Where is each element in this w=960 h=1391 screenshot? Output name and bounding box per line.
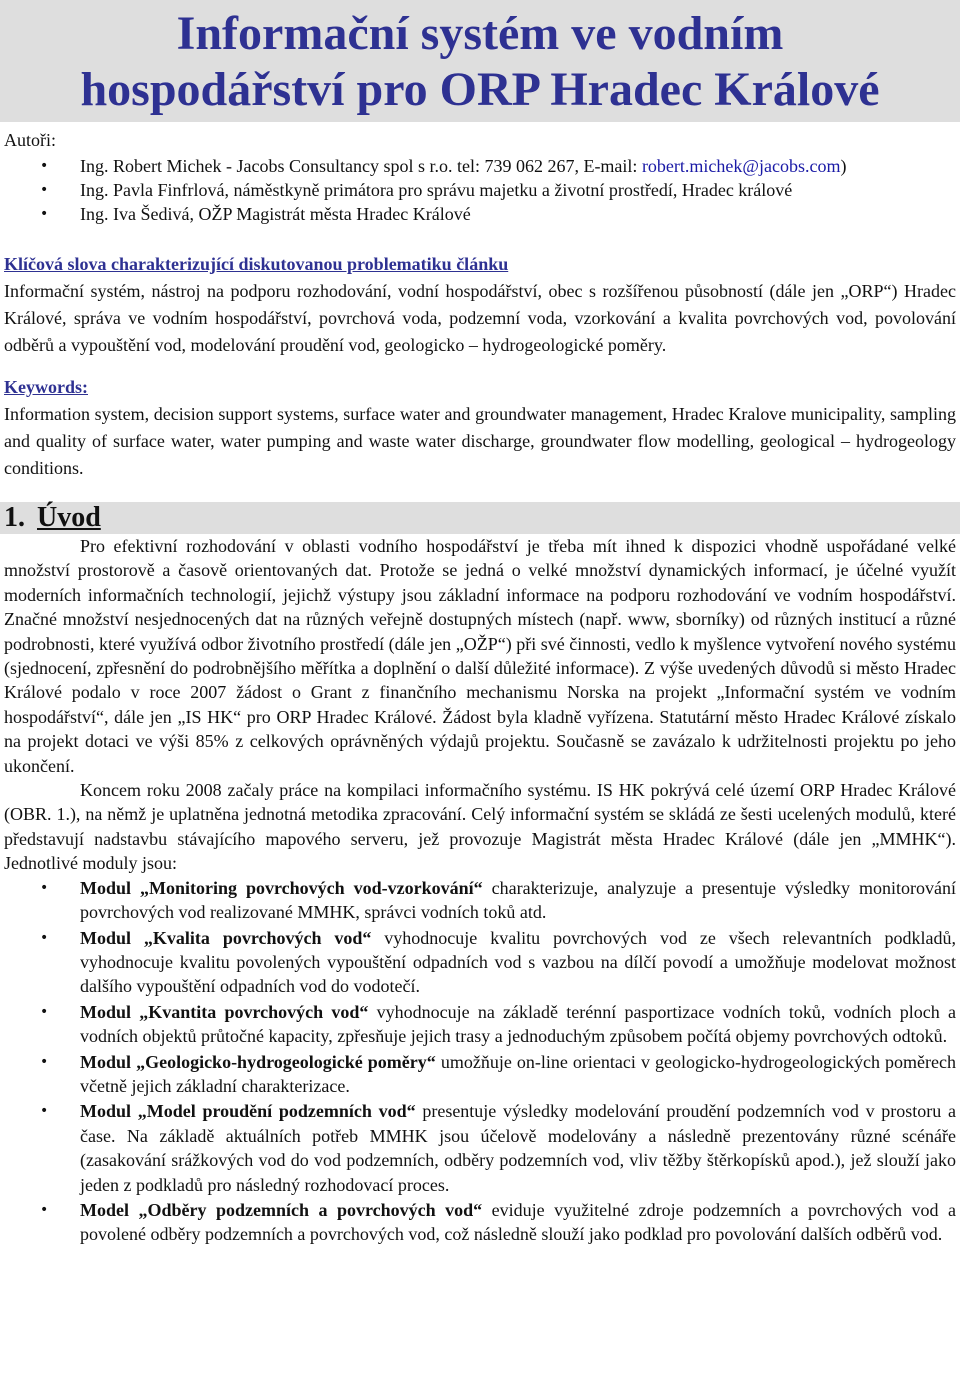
section-body xyxy=(0,534,960,1247)
module-desc: charakterizuje, analyzuje a presentuje výsledky monitorování povrchových vod realizované MMHK, správci vodních toků atd. xyxy=(80,877,956,923)
module-name: Model „Odběry podzemních a povrchových vod“ xyxy=(80,1199,483,1220)
module-desc: vyhodnocuje na základě terénní pasportizace vodních toků, vodních ploch a vodních objektů průtočné kapacity, zpřesňuje jejich trasy a jednoduchým způsobem počítá objemy povrchových odtoků. xyxy=(80,1001,956,1047)
paragraph: Koncem roku 2008 začaly práce na kompilaci informačního systému. IS HK pokrývá celé území ORP Hradec Králové (OBR. 1.), na němž je uplatněna jednotná metodika zpracování. Celý informační systém se skládá ze šesti ucelených modulů, které představují nadstavbu stávajícího mapového serveru, jež provozuje Magistrát města Hradec Králové (dále jen „MMHK“). Jednotlivé moduly jsou: xyxy=(4,780,956,874)
module-desc: presentuje výsledky modelování proudění podzemních vod v prostoru a čase. Na základě aktuálních potřeb MMHK jsou účelově modelovány a následně prezentovány různé scénáře (zasakování srážkových vod do vod podzemních, odběry podzemních vod, vliv těžby štěrkopísků apod.), jež slouží jako jeden z podkladů pro následný rozhodovací proces. xyxy=(80,1101,956,1195)
list-item xyxy=(0,876,960,925)
module-name: Modul „Model proudění podzemních vod“ xyxy=(80,1101,416,1122)
author-item: • Ing. Iva Šedivá, OŽP Magistrát města Hradec Králové xyxy=(0,202,960,226)
module-name: Modul „Geologicko-hydrogeologické poměry“ xyxy=(80,1051,436,1072)
author-email-link[interactable]: robert.michek@jacobs.com xyxy=(641,156,841,176)
title-band xyxy=(0,0,960,122)
module-name: Modul „Kvantita povrchových vod“ xyxy=(80,1001,369,1022)
section-heading xyxy=(0,502,960,534)
author-item xyxy=(0,154,960,178)
author-text: Ing. Robert Michek - Jacobs Consultancy spol s r.o. tel: 739 062 267, E-mail: xyxy=(80,156,642,176)
paragraph: Pro efektivní rozhodování v oblasti vodního hospodářství je třeba mít ihned k dispozici vhodně uspořádané velké množství prostorově a časově orientovaných dat. Protože se jedná o velké množství dynamických informací, je účelné využít moderních informačních technologií, jejichž výstupy jsou základní informace na podporu rozhodování ve vodním hospodářství. Značné množství nesjednocených dat na různých veřejně dostupných místech (např. www, sborníky) od různých institucí a různé podrobnosti, které využívá odbor životního prostředí (dále jen „OŽP“) při své činnosti, vedlo k myšlence vytvoření nového systému (sjednocení, zpřesnění do podrobnějšího měřítka a doplnění o další důležité informace). Z výše uvedených důvodů si město Hradec Králové podalo v roce 2007 žádost o Grant z finančního mechanismu Norska na projekt „Informační systém ve vodním hospodářství“, dále jen „IS HK“ pro ORP Hradec Králové. Žádost byla kladně vyřízena. Statutární město Hradec Králové získalo na projekt dotaci ve výši 85% z celkových oprávněných výdajů projektu. Současně se zavázalo k udržitelnosti projektu po jeho ukončení. xyxy=(4,536,956,776)
module-name: Modul „Kvalita povrchových vod“ xyxy=(80,927,372,948)
keywords-cz-text: Informační systém, nástroj na podporu rozhodování, vodní hospodářství, obec s rozšířenou působností (dále jen „ORP“) Hradec Králové, správa ve vodním hospodářství, povrchová voda, podzemní voda, vzorkování a kvalita povrchových vod, povolování odběrů a vypouštění vod, modelování proudění vod, geologicko – hydrogeologické poměry. xyxy=(4,281,956,355)
authors-list xyxy=(0,154,960,226)
list-item xyxy=(0,1099,960,1197)
module-desc: vyhodnocuje kvalitu povrchových vod ze všech relevantních podkladů, vyhodnocuje kvalitu povolených vypouštění odpadních vod s vazbou na dílčí povodí a umožňuje modelovat možnost dalšího vypouštění odpadních vod do vodotečí. xyxy=(80,927,956,997)
authors-label: Autoři: xyxy=(4,130,56,150)
keywords-en-text: Information system, decision support systems, surface water and groundwater management, Hradec Kralove municipality, sampling and quality of surface water, water pumping and waste water discharge, groundwater flow modelling, geological – hydrogeology conditions. xyxy=(4,404,956,478)
list-item xyxy=(0,1198,960,1247)
module-name: Modul „Monitoring povrchových vod-vzorkování“ xyxy=(80,877,483,898)
module-desc: umožňuje on-line orientaci v geologicko-hydrogeologických poměrech včetně jejich základní charakterizace. xyxy=(80,1051,956,1096)
section-number: 1. xyxy=(4,502,25,533)
keywords-en-heading: Keywords: xyxy=(4,377,88,397)
keywords-cz-heading: Klíčová slova charakterizující diskutovanou problematiku článku xyxy=(4,254,509,274)
module-desc: eviduje využitelné zdroje podzemních a povrchových vod a povolené odběry podzemních a povrchových vod, což následně slouží jako podklad pro povolování dalších odběrů vod. xyxy=(80,1199,956,1245)
list-item xyxy=(0,1000,960,1049)
section-title: Úvod xyxy=(37,502,101,533)
author-text-suffix: ) xyxy=(840,156,847,176)
list-item xyxy=(0,1050,960,1099)
modules-list xyxy=(0,876,960,1247)
page-title-line-1: Informační systém ve vodním xyxy=(176,7,784,60)
list-item xyxy=(0,926,960,999)
author-item: • Ing. Pavla Finfrlová, náměstkyně primátora pro správu majetku a životní prostředí, Hradec králové xyxy=(0,178,960,202)
page-title-line-2: hospodářství pro ORP Hradec Králové xyxy=(80,63,880,116)
